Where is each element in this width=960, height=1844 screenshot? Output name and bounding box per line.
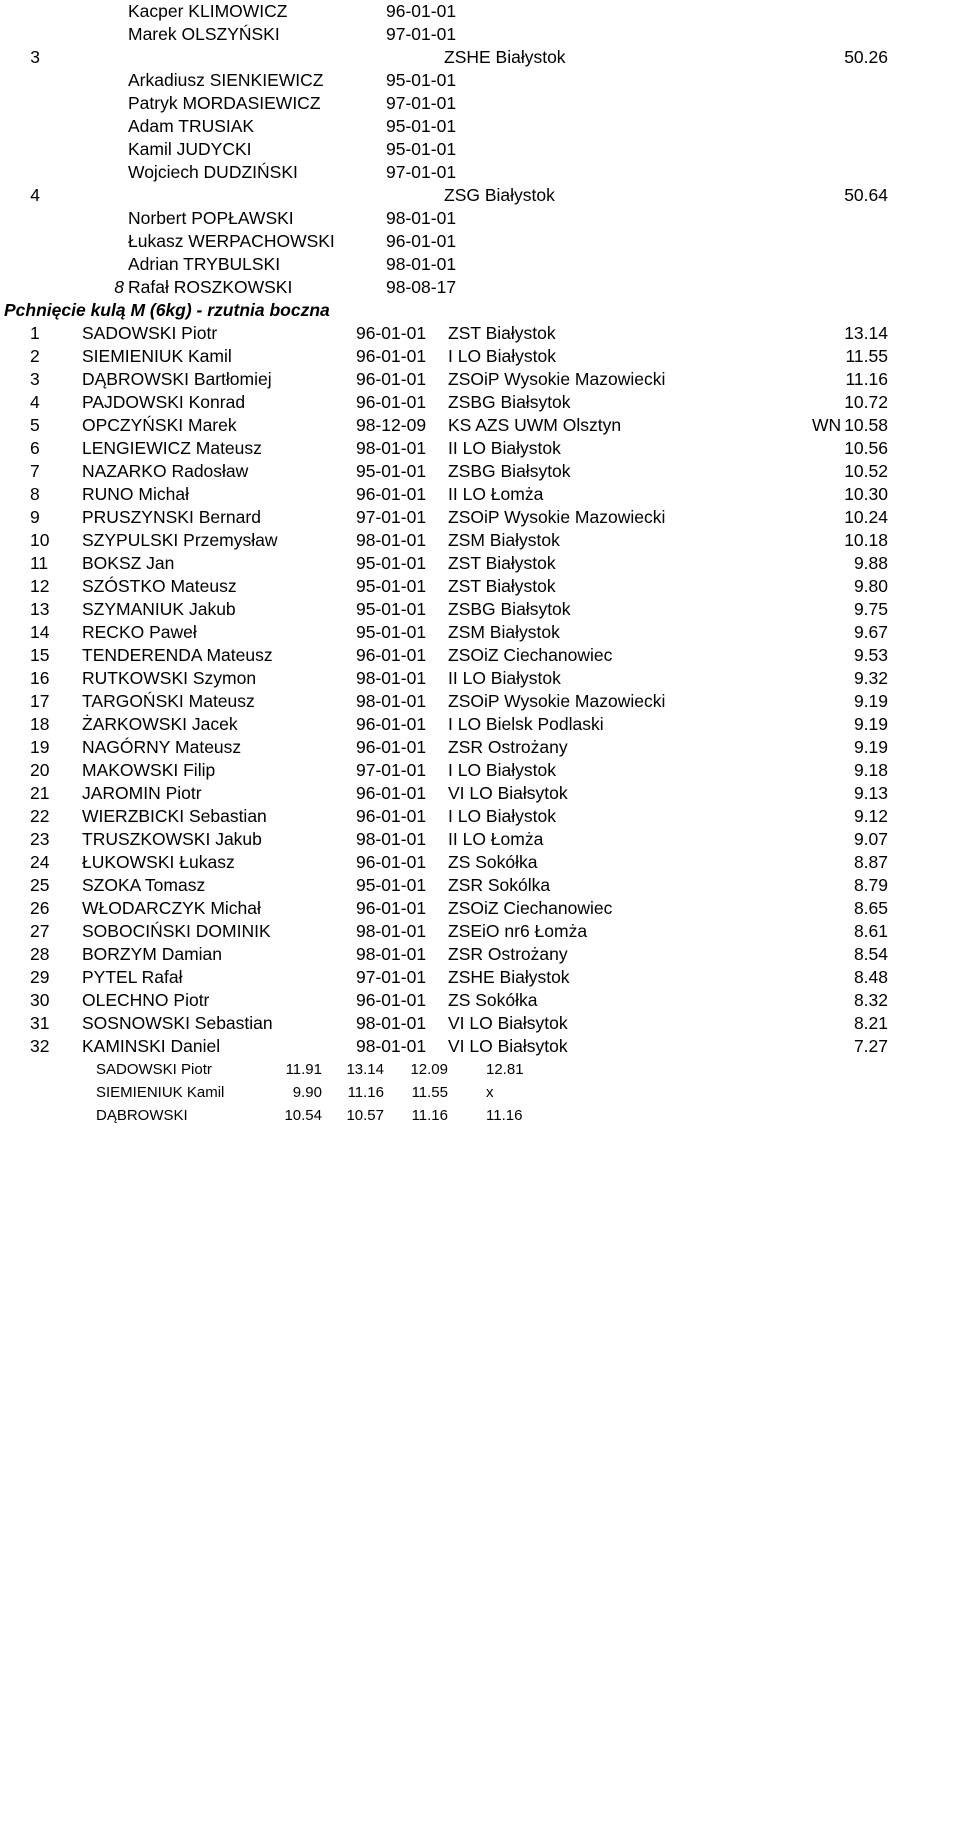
result-value: 8.61	[853, 921, 888, 941]
athlete-name: Łukasz WERPACHOWSKI	[128, 231, 335, 251]
team-result: 50.64	[844, 185, 888, 205]
athlete-name: Marek OLSZYŃSKI	[128, 24, 280, 44]
result-value: 10.30	[844, 484, 888, 504]
result-row	[0, 736, 960, 759]
result-date: 95-01-01	[356, 461, 427, 481]
athlete-name: Adrian TRYBULSKI	[128, 254, 281, 274]
result-row	[0, 851, 960, 874]
team-athlete-row	[0, 23, 960, 46]
result-club: ZSOiP Wysokie Mazowiecki	[448, 507, 666, 527]
result-value: 8.21	[853, 1013, 888, 1033]
result-place: 31	[30, 1013, 50, 1033]
result-value: 9.53	[853, 645, 888, 665]
athlete-date: 97-01-01	[386, 93, 457, 113]
result-value: 8.65	[853, 898, 888, 918]
result-value: 9.67	[853, 622, 888, 642]
result-name: OPCZYŃSKI Marek	[82, 415, 237, 435]
team-row	[0, 46, 960, 69]
result-place: 12	[30, 576, 50, 596]
result-club: ZSR Sokólka	[448, 875, 551, 895]
result-place: 9	[30, 507, 40, 527]
result-place: 5	[30, 415, 40, 435]
result-name: SIEMIENIUK Kamil	[82, 346, 232, 366]
athlete-name: Patryk MORDASIEWICZ	[128, 93, 321, 113]
series-attempt-1: 11.91	[285, 1061, 322, 1078]
series-attempt-2: 13.14	[346, 1061, 384, 1078]
result-row	[0, 529, 960, 552]
series-attempt-1: 9.90	[292, 1084, 322, 1101]
series-attempt-3: 12.09	[410, 1061, 448, 1078]
athlete-date: 98-08-17	[386, 277, 457, 297]
result-place: 17	[30, 691, 50, 711]
series-attempt-4: 12.81	[486, 1061, 524, 1078]
athlete-name: Arkadiusz SIENKIEWICZ	[128, 70, 324, 90]
result-place: 24	[30, 852, 50, 872]
result-name: OLECHNO Piotr	[82, 990, 210, 1010]
result-date: 96-01-01	[356, 898, 427, 918]
result-club: ZST Białystok	[448, 553, 556, 573]
result-club: II LO Białystok	[448, 438, 561, 458]
result-name: SOSNOWSKI Sebastian	[82, 1013, 273, 1033]
series-attempt-2: 11.16	[347, 1084, 384, 1101]
team-athlete-row	[0, 115, 960, 138]
result-place: 11	[30, 553, 49, 573]
result-place: 1	[30, 323, 40, 343]
result-place: 32	[30, 1036, 50, 1056]
result-place: 23	[30, 829, 50, 849]
event-title-text: Pchnięcie kulą M (6kg) - rzutnia boczna	[4, 300, 330, 320]
result-club: ZST Białystok	[448, 323, 556, 343]
result-name: BORZYM Damian	[82, 944, 223, 964]
result-date: 97-01-01	[356, 507, 427, 527]
result-date: 98-01-01	[356, 438, 427, 458]
result-place: 25	[30, 875, 50, 895]
series-name: DĄBROWSKI	[96, 1107, 188, 1124]
athlete-date: 97-01-01	[386, 24, 457, 44]
team-athlete-row	[0, 138, 960, 161]
result-value: 7.27	[853, 1036, 888, 1056]
result-date: 98-01-01	[356, 1036, 427, 1056]
result-name: PRUSZYNSKI Bernard	[82, 507, 261, 527]
result-note: WN	[812, 415, 842, 435]
athlete-date: 95-01-01	[386, 116, 457, 136]
result-date: 96-01-01	[356, 392, 427, 412]
athlete-date: 98-01-01	[386, 254, 457, 274]
result-club: ZST Białystok	[448, 576, 556, 596]
result-name: LENGIEWICZ Mateusz	[82, 438, 262, 458]
result-club: I LO Białystok	[448, 806, 556, 826]
result-club: ZSM Białystok	[448, 530, 560, 550]
series-name: SIEMIENIUK Kamil	[96, 1084, 225, 1101]
result-place: 19	[30, 737, 50, 757]
team-athlete-row	[0, 69, 960, 92]
result-date: 96-01-01	[356, 783, 427, 803]
result-place: 21	[30, 783, 50, 803]
result-row	[0, 966, 960, 989]
result-club: ZSHE Białystok	[448, 967, 570, 987]
result-name: SZYMANIUK Jakub	[82, 599, 236, 619]
result-row	[0, 920, 960, 943]
athlete-date: 98-01-01	[386, 208, 457, 228]
result-name: PYTEL Rafał	[82, 967, 183, 987]
result-name: TARGOŃSKI Mateusz	[82, 691, 255, 711]
athlete-name: Adam TRUSIAK	[128, 116, 255, 136]
result-name: DĄBROWSKI Bartłomiej	[82, 369, 272, 389]
team-athlete-row	[0, 276, 960, 299]
result-value: 8.79	[853, 875, 888, 895]
result-row	[0, 483, 960, 506]
result-value: 10.18	[844, 530, 888, 550]
result-club: VI LO Białsytok	[448, 1036, 568, 1056]
result-club: ZSEiO nr6 Łomża	[448, 921, 588, 941]
athlete-date: 95-01-01	[386, 70, 457, 90]
result-row	[0, 368, 960, 391]
result-row	[0, 345, 960, 368]
result-name: PAJDOWSKI Konrad	[82, 392, 246, 412]
result-value: 8.87	[853, 852, 888, 872]
result-row	[0, 1012, 960, 1035]
result-place: 18	[30, 714, 50, 734]
result-name: SOBOCIŃSKI DOMINIK	[82, 921, 271, 941]
result-date: 95-01-01	[356, 599, 427, 619]
result-date: 98-01-01	[356, 829, 427, 849]
result-club: ZSBG Białsytok	[448, 392, 571, 412]
result-row	[0, 1035, 960, 1058]
result-date: 97-01-01	[356, 760, 427, 780]
result-name: SZÓSTKO Mateusz	[82, 576, 237, 596]
result-row	[0, 805, 960, 828]
team-club: ZSHE Białystok	[444, 47, 566, 67]
result-date: 98-01-01	[356, 668, 427, 688]
team-place: 3	[30, 47, 40, 67]
result-place: 16	[30, 668, 50, 688]
result-place: 10	[30, 530, 50, 550]
result-value: 9.07	[853, 829, 888, 849]
result-value: 10.24	[844, 507, 888, 527]
result-date: 98-01-01	[356, 530, 427, 550]
result-value: 10.52	[844, 461, 888, 481]
result-club: II LO Łomża	[448, 829, 544, 849]
result-value: 13.14	[844, 323, 888, 343]
result-date: 95-01-01	[356, 622, 427, 642]
result-value: 8.32	[853, 990, 888, 1010]
result-date: 96-01-01	[356, 990, 427, 1010]
result-club: ZSOiZ Ciechanowiec	[448, 898, 613, 918]
result-row	[0, 989, 960, 1012]
athlete-name: Wojciech DUDZIŃSKI	[128, 162, 298, 182]
result-row	[0, 391, 960, 414]
result-place: 7	[30, 461, 40, 481]
result-row	[0, 828, 960, 851]
result-club: II LO Łomża	[448, 484, 544, 504]
result-value: 11.55	[845, 346, 888, 366]
result-date: 96-01-01	[356, 346, 427, 366]
result-date: 96-01-01	[356, 806, 427, 826]
series-name: SADOWSKI Piotr	[96, 1061, 212, 1078]
result-club: ZSR Ostrożany	[448, 944, 568, 964]
series-row	[0, 1058, 960, 1081]
athlete-date: 96-01-01	[386, 231, 457, 251]
team-athlete-row	[0, 0, 960, 23]
result-date: 96-01-01	[356, 737, 427, 757]
team-club: ZSG Białystok	[444, 185, 555, 205]
result-place: 27	[30, 921, 50, 941]
result-value: 10.72	[844, 392, 888, 412]
result-place: 22	[30, 806, 50, 826]
result-value: 9.19	[853, 737, 888, 757]
series-attempt-2: 10.57	[346, 1107, 384, 1124]
result-row	[0, 621, 960, 644]
series-attempt-4: 11.16	[486, 1107, 523, 1124]
result-row	[0, 575, 960, 598]
result-row	[0, 943, 960, 966]
result-date: 96-01-01	[356, 323, 427, 343]
athlete-date: 95-01-01	[386, 139, 457, 159]
result-name: WŁODARCZYK Michał	[82, 898, 261, 918]
result-value: 9.19	[853, 714, 888, 734]
result-row	[0, 506, 960, 529]
result-name: WIERZBICKI Sebastian	[82, 806, 267, 826]
result-row	[0, 414, 960, 437]
result-name: SADOWSKI Piotr	[82, 323, 218, 343]
series-attempt-3: 11.16	[411, 1107, 448, 1124]
team-athlete-row	[0, 207, 960, 230]
result-place: 28	[30, 944, 50, 964]
result-date: 95-01-01	[356, 553, 427, 573]
team-athlete-row	[0, 230, 960, 253]
result-club: ZS Sokółka	[448, 990, 538, 1010]
result-name: ŁUKOWSKI Łukasz	[82, 852, 235, 872]
result-value: 11.16	[845, 369, 888, 389]
result-club: ZS Sokółka	[448, 852, 538, 872]
result-row	[0, 897, 960, 920]
event-title	[0, 299, 960, 322]
series-row	[0, 1081, 960, 1104]
result-row	[0, 460, 960, 483]
result-club: ZSOiZ Ciechanowiec	[448, 645, 613, 665]
result-row	[0, 667, 960, 690]
result-club: ZSBG Białsytok	[448, 599, 571, 619]
result-club: I LO Bielsk Podlaski	[448, 714, 604, 734]
result-name: ŻARKOWSKI Jacek	[82, 714, 238, 734]
result-date: 98-01-01	[356, 921, 427, 941]
result-place: 14	[30, 622, 50, 642]
result-date: 96-01-01	[356, 714, 427, 734]
result-place: 20	[30, 760, 50, 780]
athlete-date: 96-01-01	[386, 1, 457, 21]
team-athlete-row	[0, 253, 960, 276]
athlete-name: Norbert POPŁAWSKI	[128, 208, 294, 228]
result-date: 98-01-01	[356, 1013, 427, 1033]
athlete-date: 97-01-01	[386, 162, 457, 182]
result-name: NAZARKO Radosław	[82, 461, 249, 481]
result-club: ZSM Białystok	[448, 622, 560, 642]
result-club: KS AZS UWM Olsztyn	[448, 415, 622, 435]
result-name: MAKOWSKI Filip	[82, 760, 216, 780]
result-value: 8.48	[853, 967, 888, 987]
result-row	[0, 322, 960, 345]
result-row	[0, 713, 960, 736]
athlete-name: Rafał ROSZKOWSKI	[128, 277, 293, 297]
result-date: 96-01-01	[356, 645, 427, 665]
result-date: 97-01-01	[356, 967, 427, 987]
result-club: VI LO Białsytok	[448, 1013, 568, 1033]
result-value: 9.75	[853, 599, 888, 619]
result-name: RUTKOWSKI Szymon	[82, 668, 257, 688]
result-club: ZSOiP Wysokie Mazowiecki	[448, 691, 666, 711]
result-place: 26	[30, 898, 50, 918]
result-place: 4	[30, 392, 40, 412]
result-club: ZSBG Białsytok	[448, 461, 571, 481]
result-row	[0, 644, 960, 667]
athlete-name: Kamil JUDYCKI	[128, 139, 252, 159]
result-place: 15	[30, 645, 50, 665]
result-club: ZSR Ostrożany	[448, 737, 568, 757]
result-club: I LO Białystok	[448, 760, 556, 780]
result-place: 29	[30, 967, 50, 987]
result-value: 9.32	[853, 668, 888, 688]
result-date: 98-01-01	[356, 691, 427, 711]
result-name: RECKO Paweł	[82, 622, 197, 642]
result-name: SZOKA Tomasz	[82, 875, 206, 895]
athlete-name: Kacper KLIMOWICZ	[128, 1, 288, 21]
team-place: 4	[30, 185, 40, 205]
result-place: 8	[30, 484, 40, 504]
result-row	[0, 759, 960, 782]
result-value: 10.56	[844, 438, 888, 458]
result-place: 6	[30, 438, 40, 458]
result-date: 96-01-01	[356, 852, 427, 872]
result-value: 8.54	[853, 944, 888, 964]
result-date: 95-01-01	[356, 875, 427, 895]
series-row	[0, 1104, 960, 1127]
result-value: 9.13	[853, 783, 888, 803]
series-attempt-1: 10.54	[284, 1107, 322, 1124]
result-place: 3	[30, 369, 40, 389]
result-name: RUNO Michał	[82, 484, 189, 504]
result-club: I LO Białystok	[448, 346, 556, 366]
result-place: 2	[30, 346, 40, 366]
result-club: II LO Białystok	[448, 668, 561, 688]
result-name: BOKSZ Jan	[82, 553, 175, 573]
result-row	[0, 874, 960, 897]
result-row	[0, 598, 960, 621]
result-name: SZYPULSKI Przemysław	[82, 530, 278, 550]
result-name: TENDERENDA Mateusz	[82, 645, 273, 665]
result-club: VI LO Białsytok	[448, 783, 568, 803]
result-value: 9.12	[853, 806, 888, 826]
result-date: 98-01-01	[356, 944, 427, 964]
result-name: NAGÓRNY Mateusz	[82, 737, 242, 757]
series-attempt-4: x	[486, 1084, 494, 1101]
team-row	[0, 184, 960, 207]
result-row	[0, 782, 960, 805]
result-value: 9.88	[853, 553, 888, 573]
result-value: 9.18	[853, 760, 888, 780]
result-value: 10.58	[844, 415, 888, 435]
team-athlete-row	[0, 161, 960, 184]
result-date: 96-01-01	[356, 484, 427, 504]
result-date: 95-01-01	[356, 576, 427, 596]
result-value: 9.19	[853, 691, 888, 711]
result-row	[0, 437, 960, 460]
result-name: JAROMIN Piotr	[82, 783, 202, 803]
team-athlete-row	[0, 92, 960, 115]
team-result: 50.26	[844, 47, 888, 67]
result-row	[0, 690, 960, 713]
result-value: 9.80	[853, 576, 888, 596]
athlete-number: 8	[114, 277, 124, 297]
result-name: TRUSZKOWSKI Jakub	[82, 829, 262, 849]
result-place: 13	[30, 599, 50, 619]
result-name: KAMINSKI Daniel	[82, 1036, 221, 1056]
result-date: 96-01-01	[356, 369, 427, 389]
series-attempt-3: 11.55	[411, 1084, 448, 1101]
result-place: 30	[30, 990, 50, 1010]
result-date: 98-12-09	[356, 415, 427, 435]
result-row	[0, 552, 960, 575]
result-club: ZSOiP Wysokie Mazowiecki	[448, 369, 666, 389]
